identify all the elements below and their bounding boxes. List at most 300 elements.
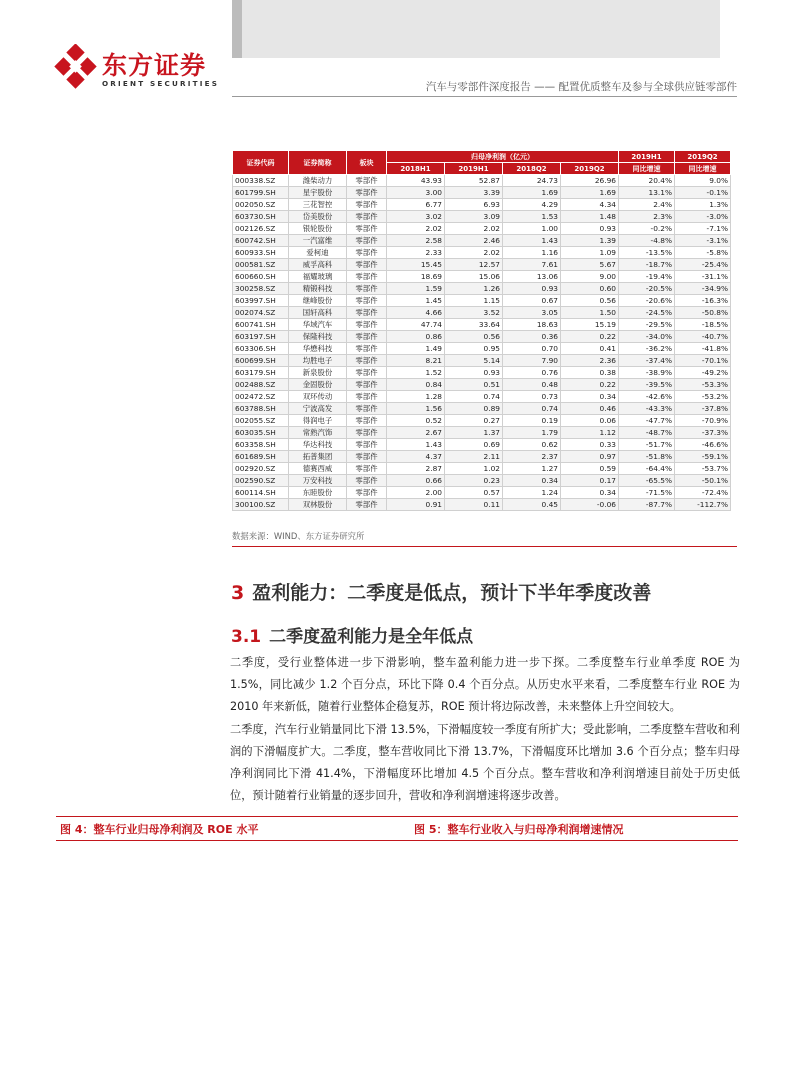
cell-h1-yoy: -4.8% — [619, 235, 675, 247]
cell-2019q2: 4.34 — [561, 199, 619, 211]
cell-h1-yoy: -64.4% — [619, 463, 675, 475]
figure-4-caption: 图 4：整车行业归母净利润及 ROE 水平 — [60, 823, 259, 836]
table-row — [233, 451, 731, 463]
cell-2019q2: 1.12 — [561, 427, 619, 439]
cell-sector: 零部件 — [347, 235, 387, 247]
cell-sector: 零部件 — [347, 247, 387, 259]
cell-q2-yoy: 9.0% — [675, 175, 731, 187]
cell-2019h1: 0.95 — [445, 343, 503, 355]
cell-code: 000581.SZ — [233, 259, 289, 271]
table-row — [233, 379, 731, 391]
cell-2018q2: 0.48 — [503, 379, 561, 391]
header-2019h1: 2019H1 — [445, 163, 503, 175]
table-row — [233, 283, 731, 295]
cell-2018q2: 1.53 — [503, 211, 561, 223]
cell-2019h1: 0.93 — [445, 367, 503, 379]
cell-code: 600933.SH — [233, 247, 289, 259]
header-2018h1: 2018H1 — [387, 163, 445, 175]
cell-h1-yoy: -51.7% — [619, 439, 675, 451]
cell-h1-yoy: 2.4% — [619, 199, 675, 211]
cell-2019h1: 15.06 — [445, 271, 503, 283]
cell-2018h1: 1.28 — [387, 391, 445, 403]
cell-name: 德赛西威 — [289, 463, 347, 475]
table-row — [233, 487, 731, 499]
cell-code: 300258.SZ — [233, 283, 289, 295]
source-note: 数据来源：WIND、东方证券研究所 — [232, 531, 365, 541]
cell-h1-yoy: -29.5% — [619, 319, 675, 331]
cell-2019q2: 0.22 — [561, 331, 619, 343]
cell-2019h1: 1.37 — [445, 427, 503, 439]
cell-q2-yoy: -34.9% — [675, 283, 731, 295]
cell-q2-yoy: -37.3% — [675, 427, 731, 439]
cell-code: 002126.SZ — [233, 223, 289, 235]
cell-sector: 零部件 — [347, 427, 387, 439]
cell-code: 002488.SZ — [233, 379, 289, 391]
cell-h1-yoy: -39.5% — [619, 379, 675, 391]
cell-2019h1: 0.51 — [445, 379, 503, 391]
cell-code: 600114.SH — [233, 487, 289, 499]
cell-code: 300100.SZ — [233, 499, 289, 511]
cell-name: 一汽富维 — [289, 235, 347, 247]
cell-sector: 零部件 — [347, 307, 387, 319]
cell-2019q2: 0.06 — [561, 415, 619, 427]
cell-2018q2: 0.67 — [503, 295, 561, 307]
cell-h1-yoy: 20.4% — [619, 175, 675, 187]
cell-2018q2: 1.16 — [503, 247, 561, 259]
cell-q2-yoy: -7.1% — [675, 223, 731, 235]
cell-q2-yoy: -3.1% — [675, 235, 731, 247]
cell-q2-yoy: -53.3% — [675, 379, 731, 391]
cell-h1-yoy: -13.5% — [619, 247, 675, 259]
cell-2018h1: 2.33 — [387, 247, 445, 259]
table-row — [233, 199, 731, 211]
cell-2018q2: 0.36 — [503, 331, 561, 343]
cell-q2-yoy: -25.4% — [675, 259, 731, 271]
cell-h1-yoy: -18.7% — [619, 259, 675, 271]
cell-2019q2: 26.96 — [561, 175, 619, 187]
cell-sector: 零部件 — [347, 211, 387, 223]
table-row — [233, 475, 731, 487]
cell-q2-yoy: -3.0% — [675, 211, 731, 223]
header-divider — [232, 96, 737, 97]
cell-q2-yoy: -18.5% — [675, 319, 731, 331]
cell-h1-yoy: -71.5% — [619, 487, 675, 499]
cell-name: 岱美股份 — [289, 211, 347, 223]
cell-name: 双林股份 — [289, 499, 347, 511]
cell-2018q2: 0.73 — [503, 391, 561, 403]
cell-2019q2: -0.06 — [561, 499, 619, 511]
cell-name: 潍柴动力 — [289, 175, 347, 187]
cell-2018h1: 4.66 — [387, 307, 445, 319]
cell-code: 600699.SH — [233, 355, 289, 367]
figure-top-rule — [56, 816, 738, 817]
table-row — [233, 247, 731, 259]
cell-sector: 零部件 — [347, 355, 387, 367]
cell-2019q2: 1.39 — [561, 235, 619, 247]
cell-2018h1: 8.21 — [387, 355, 445, 367]
cell-code: 002590.SZ — [233, 475, 289, 487]
header-gray-stripe — [232, 0, 242, 58]
cell-2019q2: 0.38 — [561, 367, 619, 379]
cell-h1-yoy: -20.5% — [619, 283, 675, 295]
cell-code: 002055.SZ — [233, 415, 289, 427]
cell-sector: 零部件 — [347, 295, 387, 307]
cell-2019h1: 12.57 — [445, 259, 503, 271]
cell-q2-yoy: -46.6% — [675, 439, 731, 451]
cell-h1-yoy: -19.4% — [619, 271, 675, 283]
cell-2018q2: 18.63 — [503, 319, 561, 331]
cell-name: 星宇股份 — [289, 187, 347, 199]
cell-2018q2: 0.62 — [503, 439, 561, 451]
cell-2018h1: 0.84 — [387, 379, 445, 391]
cell-2018q2: 7.61 — [503, 259, 561, 271]
cell-2019q2: 0.59 — [561, 463, 619, 475]
cell-2018q2: 1.69 — [503, 187, 561, 199]
cell-q2-yoy: -70.1% — [675, 355, 731, 367]
cell-2018h1: 43.93 — [387, 175, 445, 187]
section-3-1-heading — [231, 622, 473, 647]
cell-2019h1: 1.15 — [445, 295, 503, 307]
cell-2019h1: 6.93 — [445, 199, 503, 211]
header-profit-group: 归母净利润（亿元） — [387, 151, 619, 163]
cell-sector: 零部件 — [347, 487, 387, 499]
table-row — [233, 367, 731, 379]
section-3-1-title: 二季度盈利能力是全年低点 — [269, 627, 474, 647]
cell-name: 银轮股份 — [289, 223, 347, 235]
cell-q2-yoy: 1.3% — [675, 199, 731, 211]
logo-mark-icon — [54, 44, 100, 90]
header-q2-bottom: 同比增速 — [675, 163, 731, 175]
cell-2019h1: 52.87 — [445, 175, 503, 187]
cell-h1-yoy: -43.3% — [619, 403, 675, 415]
cell-name: 拓普集团 — [289, 451, 347, 463]
cell-name: 爱柯迪 — [289, 247, 347, 259]
cell-q2-yoy: -50.1% — [675, 475, 731, 487]
cell-name: 华达科技 — [289, 439, 347, 451]
cell-2019q2: 1.69 — [561, 187, 619, 199]
cell-code: 603035.SH — [233, 427, 289, 439]
cell-name: 新泉股份 — [289, 367, 347, 379]
cell-2019q2: 0.46 — [561, 403, 619, 415]
cell-q2-yoy: -31.1% — [675, 271, 731, 283]
cell-2019h1: 2.11 — [445, 451, 503, 463]
cell-2019h1: 0.69 — [445, 439, 503, 451]
cell-h1-yoy: -37.4% — [619, 355, 675, 367]
cell-sector: 零部件 — [347, 439, 387, 451]
cell-2019q2: 0.41 — [561, 343, 619, 355]
cell-2019h1: 33.64 — [445, 319, 503, 331]
header-2019q2: 2019Q2 — [561, 163, 619, 175]
cell-sector: 零部件 — [347, 271, 387, 283]
cell-2018q2: 0.70 — [503, 343, 561, 355]
cell-h1-yoy: -36.2% — [619, 343, 675, 355]
cell-2019h1: 3.09 — [445, 211, 503, 223]
cell-sector: 零部件 — [347, 415, 387, 427]
cell-name: 威孚高科 — [289, 259, 347, 271]
cell-2018q2: 0.45 — [503, 499, 561, 511]
cell-2019h1: 0.89 — [445, 403, 503, 415]
cell-2019h1: 0.57 — [445, 487, 503, 499]
table-row — [233, 331, 731, 343]
cell-h1-yoy: -34.0% — [619, 331, 675, 343]
cell-q2-yoy: -0.1% — [675, 187, 731, 199]
table-row — [233, 223, 731, 235]
cell-2019h1: 1.26 — [445, 283, 503, 295]
cell-code: 600741.SH — [233, 319, 289, 331]
cell-h1-yoy: -38.9% — [619, 367, 675, 379]
table-row — [233, 391, 731, 403]
cell-2018q2: 1.79 — [503, 427, 561, 439]
cell-name: 万安科技 — [289, 475, 347, 487]
table-row — [233, 463, 731, 475]
cell-h1-yoy: -47.7% — [619, 415, 675, 427]
cell-2018h1: 1.49 — [387, 343, 445, 355]
cell-name: 华域汽车 — [289, 319, 347, 331]
cell-2018h1: 0.91 — [387, 499, 445, 511]
cell-2019h1: 0.74 — [445, 391, 503, 403]
cell-code: 603306.SH — [233, 343, 289, 355]
cell-code: 603179.SH — [233, 367, 289, 379]
header-2018q2: 2018Q2 — [503, 163, 561, 175]
cell-h1-yoy: 13.1% — [619, 187, 675, 199]
cell-2018h1: 1.56 — [387, 403, 445, 415]
cell-2018q2: 3.05 — [503, 307, 561, 319]
cell-name: 三花智控 — [289, 199, 347, 211]
cell-code: 601799.SH — [233, 187, 289, 199]
cell-2018q2: 2.37 — [503, 451, 561, 463]
cell-q2-yoy: -72.4% — [675, 487, 731, 499]
cell-2019q2: 9.00 — [561, 271, 619, 283]
cell-h1-yoy: -24.5% — [619, 307, 675, 319]
cell-code: 002472.SZ — [233, 391, 289, 403]
cell-2019q2: 0.33 — [561, 439, 619, 451]
table-row — [233, 235, 731, 247]
cell-2018h1: 1.59 — [387, 283, 445, 295]
cell-q2-yoy: -37.8% — [675, 403, 731, 415]
table-row — [233, 175, 731, 187]
cell-2019h1: 2.46 — [445, 235, 503, 247]
cell-q2-yoy: -16.3% — [675, 295, 731, 307]
source-divider — [232, 546, 737, 547]
cell-sector: 零部件 — [347, 403, 387, 415]
cell-2018q2: 1.24 — [503, 487, 561, 499]
cell-2019q2: 0.97 — [561, 451, 619, 463]
cell-q2-yoy: -53.7% — [675, 463, 731, 475]
paragraph-sales: 二季度，汽车行业销量同比下滑 13.5%，下滑幅度较一季度有所扩大；受此影响，二季度整车营收和利润的下滑幅度扩大。二季度，整车营收同比下滑 13.7%，下滑幅度环比增加 3.6 个百分点；整车归母净利润同比下滑 41.4%，下滑幅度环比增加 4.5 个百分点。整车营收和净利润增速目前处于历史低位，预计随着行业销量的逐步回升，营收和净利润增速将逐步改善。 — [230, 723, 740, 802]
cell-h1-yoy: -20.6% — [619, 295, 675, 307]
cell-code: 002050.SZ — [233, 199, 289, 211]
cell-code: 600660.SH — [233, 271, 289, 283]
cell-name: 国轩高科 — [289, 307, 347, 319]
cell-2018h1: 1.45 — [387, 295, 445, 307]
cell-name: 双环传动 — [289, 391, 347, 403]
cell-code: 002920.SZ — [233, 463, 289, 475]
cell-2019q2: 0.93 — [561, 223, 619, 235]
cell-sector: 零部件 — [347, 451, 387, 463]
cell-sector: 零部件 — [347, 319, 387, 331]
cell-2019q2: 0.34 — [561, 391, 619, 403]
cell-h1-yoy: -48.7% — [619, 427, 675, 439]
logo-text-en: ORIENT SECURITIES — [102, 79, 220, 88]
cell-2019q2: 2.36 — [561, 355, 619, 367]
cell-q2-yoy: -50.8% — [675, 307, 731, 319]
cell-2018q2: 0.19 — [503, 415, 561, 427]
cell-q2-yoy: -112.7% — [675, 499, 731, 511]
cell-2019h1: 0.11 — [445, 499, 503, 511]
cell-name: 华懋科技 — [289, 343, 347, 355]
cell-2018h1: 2.87 — [387, 463, 445, 475]
cell-code: 603358.SH — [233, 439, 289, 451]
cell-2019q2: 0.17 — [561, 475, 619, 487]
table-row — [233, 415, 731, 427]
cell-sector: 零部件 — [347, 343, 387, 355]
cell-sector: 零部件 — [347, 463, 387, 475]
cell-h1-yoy: -42.6% — [619, 391, 675, 403]
cell-name: 福耀玻璃 — [289, 271, 347, 283]
cell-sector: 零部件 — [347, 331, 387, 343]
cell-2019h1: 5.14 — [445, 355, 503, 367]
cell-2018q2: 0.34 — [503, 475, 561, 487]
cell-2018h1: 6.77 — [387, 199, 445, 211]
cell-2019h1: 0.27 — [445, 415, 503, 427]
cell-name: 宁波高发 — [289, 403, 347, 415]
cell-sector: 零部件 — [347, 199, 387, 211]
table-row — [233, 439, 731, 451]
company-logo — [54, 44, 224, 94]
cell-2019q2: 5.67 — [561, 259, 619, 271]
section-3-title: 盈利能力：二季度是低点，预计下半年季度改善 — [252, 582, 652, 604]
header-q2-top: 2019Q2 — [675, 151, 731, 163]
cell-2018h1: 2.00 — [387, 487, 445, 499]
table-row — [233, 319, 731, 331]
header-h1-top: 2019H1 — [619, 151, 675, 163]
report-title: 汽车与零部件深度报告 —— 配置优质整车及参与全球供应链零部件 — [425, 81, 737, 93]
cell-name: 保隆科技 — [289, 331, 347, 343]
section-3-heading — [231, 578, 651, 605]
cell-name: 东睦股份 — [289, 487, 347, 499]
cell-h1-yoy: -51.8% — [619, 451, 675, 463]
cell-2019h1: 3.39 — [445, 187, 503, 199]
section-3-number: 3 — [231, 582, 245, 604]
cell-2018h1: 4.37 — [387, 451, 445, 463]
cell-h1-yoy: 2.3% — [619, 211, 675, 223]
cell-name: 金固股份 — [289, 379, 347, 391]
figure-5-caption: 图 5：整车行业收入与归母净利润增速情况 — [414, 823, 624, 836]
figure-bottom-rule — [56, 840, 738, 841]
cell-2019h1: 3.52 — [445, 307, 503, 319]
table-row — [233, 499, 731, 511]
cell-2018q2: 1.27 — [503, 463, 561, 475]
cell-q2-yoy: -49.2% — [675, 367, 731, 379]
cell-2019h1: 2.02 — [445, 247, 503, 259]
cell-sector: 零部件 — [347, 259, 387, 271]
table-row — [233, 307, 731, 319]
cell-2019q2: 0.22 — [561, 379, 619, 391]
cell-2019q2: 0.34 — [561, 487, 619, 499]
cell-2018h1: 15.45 — [387, 259, 445, 271]
cell-2018q2: 13.06 — [503, 271, 561, 283]
cell-2018q2: 0.93 — [503, 283, 561, 295]
header-code: 证券代码 — [233, 151, 289, 175]
cell-2018h1: 2.67 — [387, 427, 445, 439]
cell-code: 603197.SH — [233, 331, 289, 343]
cell-q2-yoy: -53.2% — [675, 391, 731, 403]
header-sector: 板块 — [347, 151, 387, 175]
cell-2018h1: 18.69 — [387, 271, 445, 283]
cell-2019h1: 1.02 — [445, 463, 503, 475]
header-gray-block — [232, 0, 720, 58]
cell-code: 603997.SH — [233, 295, 289, 307]
cell-sector: 零部件 — [347, 187, 387, 199]
cell-sector: 零部件 — [347, 475, 387, 487]
cell-code: 002074.SZ — [233, 307, 289, 319]
cell-2019h1: 0.23 — [445, 475, 503, 487]
table-row — [233, 271, 731, 283]
header-name: 证券简称 — [289, 151, 347, 175]
cell-2018q2: 4.29 — [503, 199, 561, 211]
cell-2019h1: 2.02 — [445, 223, 503, 235]
table-row — [233, 295, 731, 307]
header-h1-bottom: 同比增速 — [619, 163, 675, 175]
cell-2018h1: 1.43 — [387, 439, 445, 451]
cell-2018q2: 0.74 — [503, 403, 561, 415]
cell-sector: 零部件 — [347, 379, 387, 391]
cell-sector: 零部件 — [347, 175, 387, 187]
table-row — [233, 403, 731, 415]
cell-code: 600742.SH — [233, 235, 289, 247]
cell-code: 000338.SZ — [233, 175, 289, 187]
cell-sector: 零部件 — [347, 367, 387, 379]
cell-code: 603788.SH — [233, 403, 289, 415]
cell-q2-yoy: -40.7% — [675, 331, 731, 343]
cell-2018h1: 2.02 — [387, 223, 445, 235]
paragraph-roe: 二季度，受行业整体进一步下滑影响，整车盈利能力进一步下探。二季度整车行业单季度 ROE 为 1.5%，同比减少 1.2 个百分点，环比下降 0.4 个百分点。从历史水平来看，二季度整车行业 ROE 为 2010 年来新低，随着行业整体企稳复苏，ROE 预计将边际改善，未来整体上升空间较大。 — [230, 656, 740, 713]
cell-sector: 零部件 — [347, 499, 387, 511]
cell-2018q2: 1.00 — [503, 223, 561, 235]
cell-2018h1: 47.74 — [387, 319, 445, 331]
cell-h1-yoy: -0.2% — [619, 223, 675, 235]
cell-name: 均胜电子 — [289, 355, 347, 367]
cell-2018h1: 0.66 — [387, 475, 445, 487]
cell-code: 603730.SH — [233, 211, 289, 223]
cell-sector: 零部件 — [347, 283, 387, 295]
cell-sector: 零部件 — [347, 391, 387, 403]
cell-q2-yoy: -59.1% — [675, 451, 731, 463]
cell-2018h1: 0.52 — [387, 415, 445, 427]
cell-2019q2: 15.19 — [561, 319, 619, 331]
table-row — [233, 343, 731, 355]
cell-2019h1: 0.56 — [445, 331, 503, 343]
table-row — [233, 187, 731, 199]
cell-q2-yoy: -70.9% — [675, 415, 731, 427]
cell-q2-yoy: -5.8% — [675, 247, 731, 259]
cell-2019q2: 1.09 — [561, 247, 619, 259]
cell-2018h1: 2.58 — [387, 235, 445, 247]
cell-2018q2: 24.73 — [503, 175, 561, 187]
cell-2019q2: 1.50 — [561, 307, 619, 319]
profit-table — [232, 150, 731, 511]
cell-h1-yoy: -87.7% — [619, 499, 675, 511]
cell-2018q2: 7.90 — [503, 355, 561, 367]
cell-2018h1: 1.52 — [387, 367, 445, 379]
cell-2019q2: 0.60 — [561, 283, 619, 295]
cell-code: 601689.SH — [233, 451, 289, 463]
cell-2018h1: 3.00 — [387, 187, 445, 199]
cell-name: 精锻科技 — [289, 283, 347, 295]
section-3-1-number: 3.1 — [231, 627, 262, 647]
table-body — [233, 175, 731, 511]
logo-text-cn: 东方证券 — [102, 51, 207, 80]
